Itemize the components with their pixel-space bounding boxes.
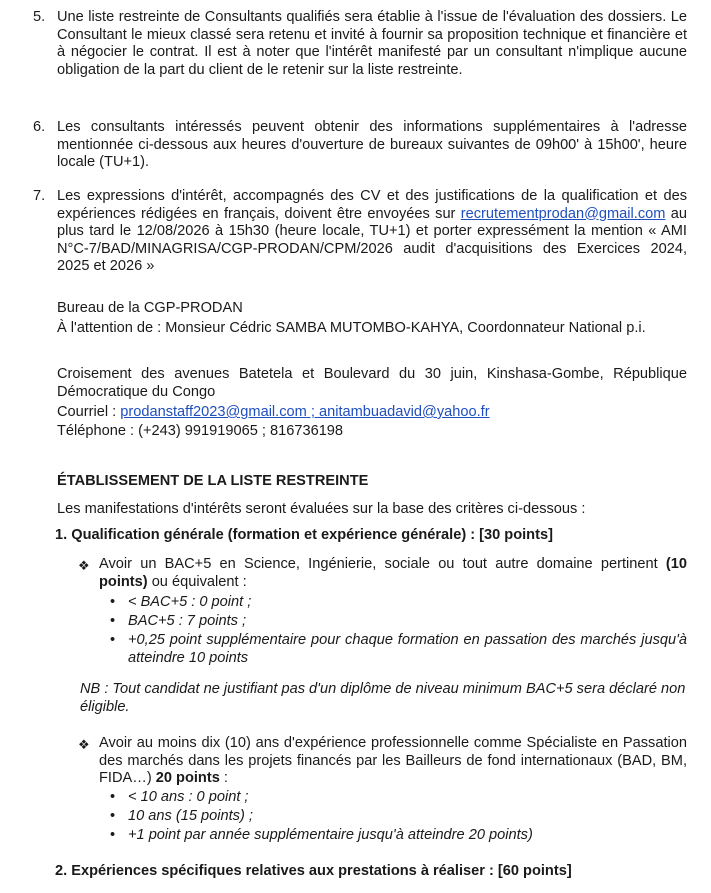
item-text <box>57 188 687 276</box>
section-heading: ÉTABLISSEMENT DE LA LISTE RESTREINTE <box>57 473 369 489</box>
address-line: Croisement des avenues Batetela et Boulevard du 30 juin, Kinshasa-Gombe, République Démocratique du Congo <box>57 366 687 400</box>
nb-note: NB : Tout candidat ne justifiant pas d'un diplôme de niveau minimum BAC+5 sera déclaré non éligible. <box>80 681 686 715</box>
criterion-1-bullet-1: < BAC+5 : 0 point ; <box>128 594 252 610</box>
bullet-icon: • <box>110 789 116 805</box>
item-text: Les consultants intéressés peuvent obtenir des informations supplémentaires à l'adresse mentionnée ci-dessous aux heures d'ouverture de bureaux suivantes de 09h00' à 15h00', heure locale (TU+1). <box>57 119 687 170</box>
list-item-7 <box>33 188 687 276</box>
exp-text-end: : <box>219 770 228 786</box>
telephone-line: Téléphone : (+243) 991919065 ; 816736198 <box>57 423 344 439</box>
exp-text: Avoir au moins dix (10) ans d'expérience professionnelle comme Spécialiste en Passation des marchés dans les projets financés par les Bailleurs de fond internationaux (BAD, BM, FIDA…) <box>99 735 687 786</box>
bullet-icon: • <box>110 632 116 648</box>
list-item-6 <box>33 119 687 172</box>
bullet-icon: • <box>110 594 116 610</box>
criterion-1-bullet-3: +0,25 point supplémentaire pour chaque formation en passation des marchés jusqu'à atteindre 10 points <box>128 632 687 666</box>
courriel-line <box>57 404 687 422</box>
experience-bullet-2: 10 ans (15 points) ; <box>128 808 253 824</box>
list-item-5 <box>33 9 687 79</box>
criterion-2-title: 2. Expériences spécifiques relatives aux prestations à réaliser : [60 points] <box>55 863 572 879</box>
item-number: 7. <box>33 188 46 204</box>
criterion-1-experience <box>99 735 687 788</box>
req-text-end: ou équivalent : <box>147 573 247 590</box>
item-text-a: Les expressions d'intérêt, accompagnés des CV et des justifications de la qualification et des expériences rédigées en français, doivent être envoyées sur <box>57 188 687 222</box>
bullet-icon: • <box>110 827 116 843</box>
bullet-icon: • <box>110 613 116 629</box>
req-text: Avoir un BAC+5 en Science, Ingénierie, sociale ou tout autre domaine pertinent <box>99 556 666 572</box>
criterion-1-requirement <box>99 556 687 591</box>
item-number: 5. <box>33 9 46 25</box>
attention-line: À l'attention de : Monsieur Cédric SAMBA MUTOMBO-KAHYA, Coordonnateur National p.i. <box>57 320 646 336</box>
experience-bullet-1: < 10 ans : 0 point ; <box>128 789 249 805</box>
experience-bullet-3: +1 point par année supplémentaire jusqu'à atteindre 20 points) <box>128 827 533 843</box>
email-separator: ; <box>306 404 319 420</box>
item-number: 6. <box>33 119 46 135</box>
courriel-label: Courriel : <box>57 404 121 420</box>
req-points: (10 points) <box>99 556 687 590</box>
diamond-bullet-icon: ❖ <box>78 558 90 573</box>
recruitment-email-link[interactable]: recrutementprodan@gmail.com <box>460 205 666 222</box>
bullet-icon: • <box>110 808 116 824</box>
item-text: Une liste restreinte de Consultants qualifiés sera établie à l'issue de l'évaluation des dossiers. Le Consultant le mieux classé sera retenu et invité à fournir sa proposition technique et financière et à négocier le contrat. Il est à noter que l'intérêt manifesté par un consultant n'implique aucune obligation de la part du client de le retenir sur la liste restreinte. <box>57 9 687 78</box>
item-text-b: au plus tard le 12/08/2026 à 15h30 (heure locale, TU+1) et porter expressément la mention « AMI N°C-7/BAD/MINAGRISA/CGP-PRODAN/CPM/2026 audit d'acquisitions des Exercices 2024, 2025 et 2026 » <box>57 205 687 274</box>
exp-points: 20 points <box>155 770 220 786</box>
criterion-1-title: 1. Qualification générale (formation et expérience générale) : [30 points] <box>55 527 553 543</box>
section-intro: Les manifestations d'intérêts seront évaluées sur la base des critères ci-dessous : <box>57 501 586 517</box>
criterion-1-bullet-2: BAC+5 : 7 points ; <box>128 613 247 629</box>
bureau-name: Bureau de la CGP-PRODAN <box>57 300 243 316</box>
diamond-bullet-icon: ❖ <box>78 737 90 752</box>
email-link-anitambua[interactable]: anitambuadavid@yahoo.fr <box>318 404 490 420</box>
email-link-prodanstaff[interactable]: prodanstaff2023@gmail.com <box>120 404 307 420</box>
